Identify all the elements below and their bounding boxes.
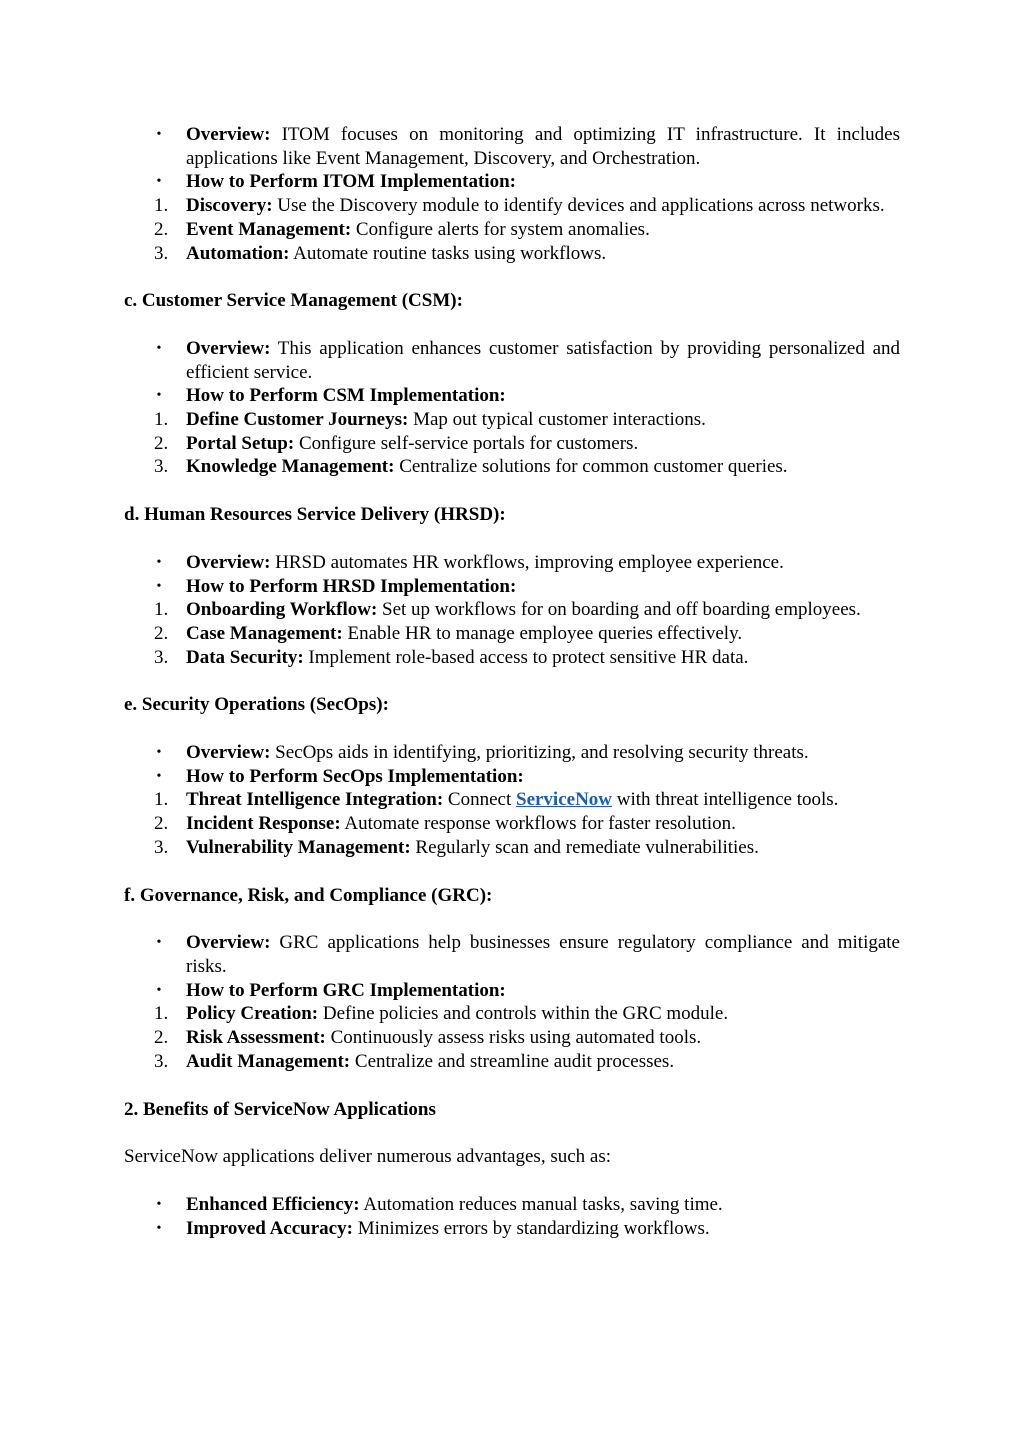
step-text: Define policies and controls within the GRC module. (318, 1003, 729, 1025)
benefit-label: Enhanced Efficiency: (186, 1193, 360, 1215)
step-text: Centralize and streamline audit processes. (350, 1050, 675, 1072)
step-number: 2. (154, 1027, 169, 1049)
how-to-label: How to Perform ITOM Implementation: (186, 171, 516, 193)
itom-overview-item (124, 123, 900, 170)
overview-label: Overview: (186, 124, 271, 145)
step-number: 1. (154, 599, 169, 621)
overview-label: Overview: (186, 551, 271, 573)
step-number: 2. (154, 622, 169, 644)
secops-heading: e. Security Operations (SecOps): (124, 694, 389, 716)
step-label: Automation: (186, 242, 290, 264)
step-number: 3. (154, 646, 169, 668)
step-number: 2. (154, 813, 169, 835)
spacer (124, 265, 900, 289)
step-number: 1. (154, 789, 169, 811)
step-label: Discovery: (186, 195, 273, 217)
step-item (124, 432, 900, 456)
overview-text: GRC applications help businesses ensure regulatory compliance and mitigate risks. (186, 932, 900, 977)
step-label: Policy Creation: (186, 1003, 319, 1025)
step-text: Set up workflows for on boarding and off boarding employees. (377, 599, 861, 621)
hrsd-list (124, 551, 900, 670)
step-label: Audit Management: (186, 1050, 351, 1072)
csm-overview-item (124, 337, 900, 384)
step-item (124, 194, 900, 218)
step-label: Data Security: (186, 646, 304, 668)
step-item (124, 218, 900, 242)
bullet-icon: • (156, 174, 162, 190)
step-item (124, 812, 900, 836)
step-number: 2. (154, 218, 169, 240)
step-label: Risk Assessment: (186, 1027, 326, 1049)
secops-steps (124, 788, 900, 859)
servicenow-link[interactable]: ServiceNow (516, 789, 613, 811)
how-to-label: How to Perform GRC Implementation: (186, 979, 506, 1001)
spacer (124, 479, 900, 503)
hrsd-how-item (124, 575, 900, 670)
spacer (124, 313, 900, 337)
step-item (124, 242, 900, 266)
bullet-icon: • (156, 388, 162, 404)
step-item (124, 455, 900, 479)
step-text: Map out typical customer interactions. (408, 409, 706, 431)
step-text: Connect (443, 789, 516, 811)
overview-label: Overview: (186, 932, 271, 954)
overview-text: This application enhances customer satisfaction by providing personalized and efficient service. (186, 337, 900, 383)
hrsd-heading: d. Human Resources Service Delivery (HRSD): (124, 504, 506, 526)
spacer (124, 1121, 900, 1145)
bullet-icon: • (156, 935, 162, 951)
how-to-label: How to Perform CSM Implementation: (186, 385, 506, 407)
hrsd-overview-item (124, 551, 900, 575)
step-text: Centralize solutions for common customer queries. (394, 456, 788, 478)
step-item (124, 1002, 900, 1026)
bullet-icon: • (156, 768, 162, 784)
bullet-icon: • (156, 340, 162, 356)
bullet-icon: • (156, 127, 162, 142)
bullet-icon: • (156, 554, 162, 570)
grc-overview-item (124, 931, 900, 978)
step-text: Automate response workflows for faster resolution. (340, 813, 736, 835)
spacer (124, 907, 900, 931)
bullet-icon: • (156, 1196, 162, 1212)
document-page (124, 123, 900, 1240)
overview-text: HRSD automates HR workflows, improving employee experience. (270, 551, 784, 573)
grc-list (124, 931, 900, 1073)
overview-text: SecOps aids in identifying, prioritizing, and resolving security threats. (270, 742, 809, 764)
step-text: Implement role-based access to protect sensitive HR data. (303, 646, 749, 668)
secops-how-item (124, 765, 900, 860)
bullet-icon: • (156, 745, 162, 761)
grc-how-item (124, 979, 900, 1074)
step-label: Define Customer Journeys: (186, 409, 409, 431)
spacer (124, 527, 900, 551)
bullet-icon: • (156, 578, 162, 594)
step-number: 2. (154, 432, 169, 454)
grc-heading: f. Governance, Risk, and Compliance (GRC): (124, 884, 493, 906)
csm-steps (124, 408, 900, 479)
step-number: 1. (154, 1003, 169, 1025)
spacer (124, 1074, 900, 1098)
how-to-label: How to Perform HRSD Implementation: (186, 575, 517, 597)
step-item (124, 1050, 900, 1074)
step-text: Use the Discovery module to identify devices and applications across networks. (272, 195, 885, 217)
step-number: 1. (154, 195, 169, 217)
step-label: Knowledge Management: (186, 456, 395, 478)
itom-how-item (124, 170, 900, 265)
spacer (124, 1169, 900, 1193)
step-number: 3. (154, 456, 169, 478)
csm-heading: c. Customer Service Management (CSM): (124, 290, 463, 312)
hrsd-steps (124, 598, 900, 669)
step-item (124, 598, 900, 622)
csm-list (124, 337, 900, 479)
itom-steps (124, 194, 900, 265)
step-item (124, 408, 900, 432)
benefit-label: Improved Accuracy: (186, 1217, 353, 1239)
step-label: Case Management: (186, 622, 343, 644)
step-text: Configure self-service portals for customers. (294, 432, 639, 454)
step-item (124, 646, 900, 670)
bullet-icon: • (156, 982, 162, 998)
step-number: 3. (154, 836, 169, 858)
benefit-text: Automation reduces manual tasks, saving time. (359, 1193, 723, 1215)
step-text: Continuously assess risks using automated tools. (325, 1027, 702, 1049)
csm-how-item (124, 384, 900, 479)
step-label: Event Management: (186, 218, 352, 240)
step-item (124, 788, 900, 812)
spacer (124, 717, 900, 741)
step-number: 1. (154, 409, 169, 431)
itom-list (124, 123, 900, 265)
step-text: Automate routine tasks using workflows. (289, 242, 607, 264)
step-item (124, 836, 900, 860)
benefits-list (124, 1193, 900, 1240)
step-label: Portal Setup: (186, 432, 295, 454)
benefits-intro: ServiceNow applications deliver numerous advantages, such as: (124, 1146, 611, 1168)
grc-steps (124, 1002, 900, 1073)
step-number: 3. (154, 1050, 169, 1072)
step-text: Enable HR to manage employee queries effectively. (342, 622, 743, 644)
step-label: Incident Response: (186, 813, 341, 835)
overview-label: Overview: (186, 742, 271, 764)
benefit-text: Minimizes errors by standardizing workflows. (352, 1217, 710, 1239)
secops-list (124, 741, 900, 860)
overview-text: ITOM focuses on monitoring and optimizing IT infrastructure. It includes applications like Event Management, Discovery, and Orchestration. (186, 124, 900, 169)
spacer (124, 669, 900, 693)
bullet-icon: • (156, 1220, 162, 1236)
step-label: Onboarding Workflow: (186, 599, 378, 621)
step-label: Vulnerability Management: (186, 836, 411, 858)
step-text: with threat intelligence tools. (612, 789, 839, 811)
benefit-item (124, 1193, 900, 1217)
step-item (124, 1026, 900, 1050)
step-text: Configure alerts for system anomalies. (351, 218, 650, 240)
overview-label: Overview: (186, 337, 271, 359)
spacer (124, 860, 900, 884)
secops-overview-item (124, 741, 900, 765)
benefits-heading: 2. Benefits of ServiceNow Applications (124, 1098, 436, 1120)
step-label: Threat Intelligence Integration: (186, 789, 444, 811)
how-to-label: How to Perform SecOps Implementation: (186, 765, 524, 787)
step-item (124, 622, 900, 646)
step-number: 3. (154, 242, 169, 264)
step-text: Regularly scan and remediate vulnerabilities. (410, 836, 759, 858)
benefit-item (124, 1217, 900, 1241)
